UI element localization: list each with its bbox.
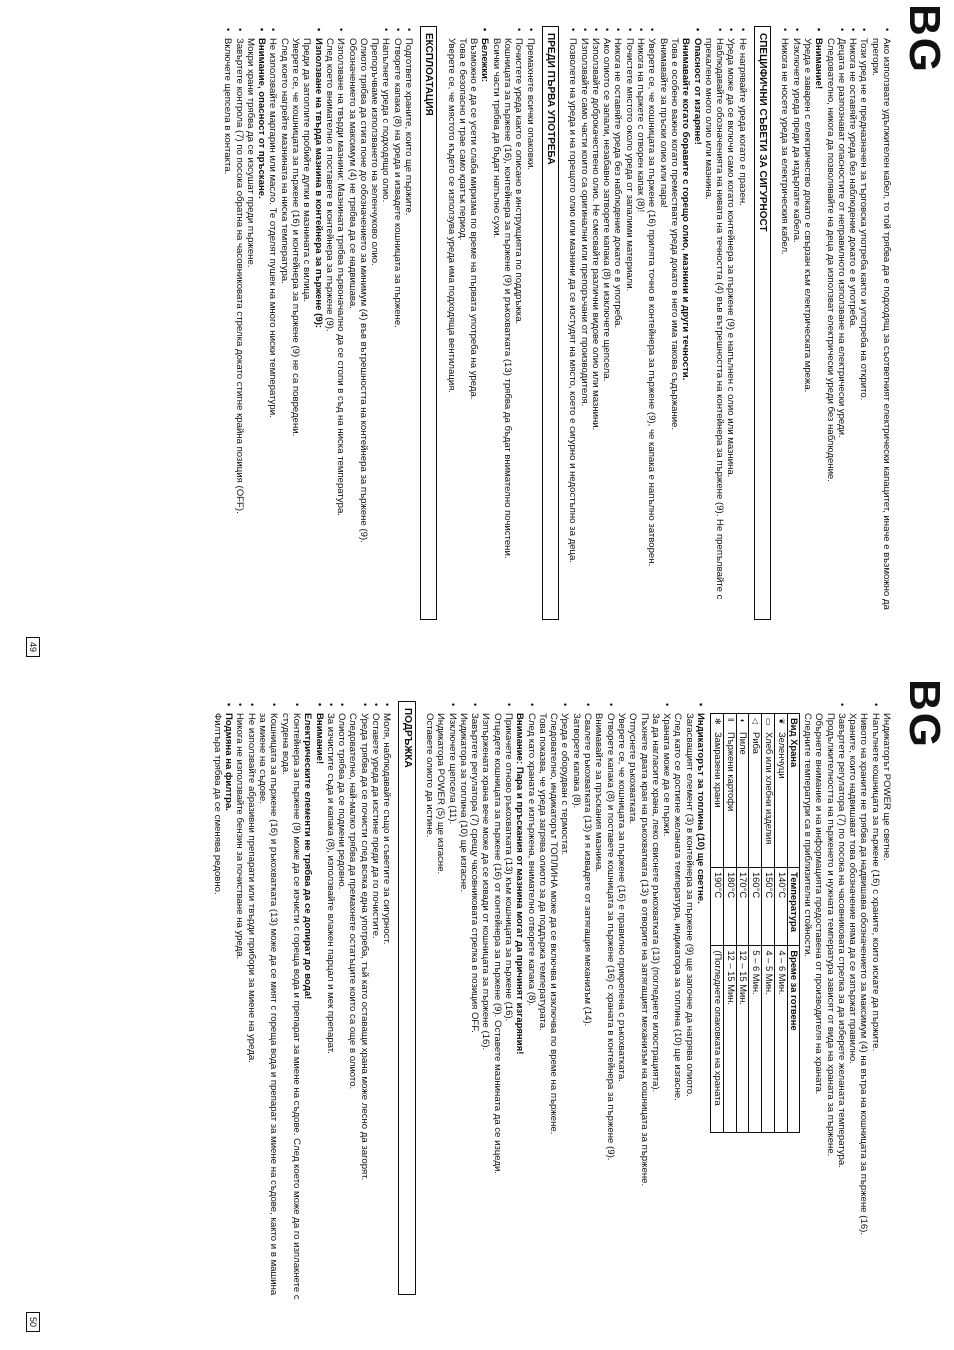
- list-item: • Никога не оставяйте уреда без наблюдение докато е в употреба.: [847, 26, 858, 626]
- list-item: Уверете се, че кошницата за пържене (16) е правилно прикрепена с ръкохватката.: [615, 713, 627, 1082]
- list-item: • Позволете на уреда и на горещото олио или мазнини да се изстудят на място, което е сигурно и недостъпно за деца.: [567, 26, 578, 626]
- table-row: [736, 714, 749, 1133]
- page-50-content: [212, 701, 892, 1301]
- time-cell: 4 – 5 Мин.: [762, 946, 775, 1133]
- list-item: • За изчистите съда и капака (8), използвайте влажен парцал и мек препарат.: [325, 701, 336, 1301]
- intro-list: [779, 26, 892, 626]
- list-item: • Уреда трябва да се почисти след всяка една употреба, тъй като оставащи храна може лесно да загорят.: [358, 701, 369, 1301]
- food-cell: [762, 714, 775, 868]
- list-item: Следователно, най-малко трябва да премахнете остатъците които са още в олиото.: [347, 713, 359, 1090]
- table-row: [711, 714, 724, 1133]
- list-item: • Не използвайте маргарин или масло. Те отделят пушек на много ниски температури.: [267, 26, 278, 626]
- food-cell: [711, 714, 724, 868]
- list-item: • Никога не оставяйте уреда без наблюдение докато е в употреба.: [612, 26, 623, 626]
- warning-label: • Внимание, опасност от пръскане.: [256, 26, 267, 626]
- list-item: • Не използвайте абразивни препарати или твърди прибори за миене на уреда.: [245, 701, 256, 1301]
- list-item: • Уреда е оборудван с термостат.: [559, 701, 570, 1301]
- time-cell: 5 – 6 Мин.: [749, 946, 762, 1133]
- list-item: Следователно, никога да позволявайте на деца да използват електрически уреди без наблюдение.: [824, 38, 836, 482]
- list-item: • Премахнете всички опаковки.: [524, 26, 535, 626]
- food-name: Хлеб или хлебни изделия: [764, 732, 776, 845]
- list-item: Електрическите елементи не трябва да се допират до вода!: [302, 713, 314, 1000]
- list-item: Внимавайте когато боравите с горещо олио, мазнини и други течности.: [680, 38, 692, 381]
- bread-icon: ▭: [764, 718, 774, 726]
- table-header: Вид Храна: [787, 714, 799, 868]
- list-item: • Свалете ръкохватката (13) и я извадете от затягащия механизъм (14).: [582, 701, 593, 1301]
- list-item: Това показва, че уреда загрява олиото за да поддържа температурата.: [536, 713, 548, 1031]
- food-cell: [749, 714, 762, 868]
- list-item: • Почистете мястото около уреда от запалими материали.: [623, 26, 634, 626]
- list-item: Храните, които надвишават това обозначение няма да се изпържат правилно.: [847, 713, 859, 1064]
- temp-cell: 170°C: [736, 867, 749, 945]
- food-name: Риба: [751, 732, 763, 754]
- list-item: • Моля, наблюдавайте също и съветите за сигурност.: [381, 701, 392, 1301]
- list-item: • Използване на твърда мазнина в контейнера за пържене (9):: [312, 26, 323, 626]
- language-marker: BG: [900, 4, 949, 74]
- list-item: Обърнете внимание и на информацията предоставена от производителя на храната.: [813, 713, 825, 1095]
- frozen-icon: ✻: [712, 718, 722, 725]
- list-item: Индикатора за топлина (10) ще изгасне.: [457, 713, 469, 893]
- list-item: След като се достигне желаната температура, индикатора за топлина (10) ще изгасне.: [672, 713, 684, 1101]
- notes-label: • Бележки:: [479, 26, 490, 626]
- list-item: • Напълнете уреда с подходящо олио.: [380, 26, 391, 626]
- table-row: [762, 714, 775, 1133]
- first-use-list: [445, 26, 535, 626]
- list-item: Отпуснете ръкохватката.: [627, 713, 639, 825]
- list-item: Олиото трябва да стига поне до обозначението за минимум (4) във вътрешността на контейнера за пържене (9).: [357, 38, 369, 543]
- list-item: Загасващият елемент (3) в контейнера за пържене (9) ще започне да нагрява олиото.: [683, 713, 695, 1097]
- list-item: • Отворете капака (8) и поставете кошницата за пържене (16) с храната в контейнера за пържене (9).: [604, 701, 615, 1301]
- list-item: Следните температури са в приблизителни стойности.: [801, 713, 813, 958]
- fries-icon: ‖: [725, 718, 735, 722]
- list-item: • Ако олиото се запали, незабавно затворете капака (8) и изключете щепсела.: [601, 26, 612, 626]
- list-item: Индикатора POWER (5) ще изгасне.: [435, 713, 447, 875]
- food-cell: [775, 714, 788, 868]
- food-cell: [723, 714, 736, 868]
- list-item: • Подмяна на филтра.: [223, 701, 234, 1301]
- food-cell: [736, 714, 749, 868]
- list-item: Всички части трябва да бъдат напълно сухи.: [490, 38, 502, 239]
- list-item: Затворете капака (8).: [570, 713, 582, 809]
- list-item: Следователно, индикаторът ТОПЛИНА може да се включва и изключва по време на пържене.: [548, 713, 560, 1135]
- food-name: Зеленчуци: [776, 732, 788, 779]
- time-cell: (Погледнете опаковката на храната: [711, 946, 724, 1133]
- list-item: • Никога не носете уреда за електрическия кабел.: [779, 26, 790, 626]
- list-item: Възможно е да се усети слаба миризма по време на първата употреба на уреда.: [468, 38, 480, 400]
- section-title-maintenance: ПОДРЪЖКА: [398, 701, 415, 1295]
- warning-label: • Внимание!: [313, 701, 324, 1301]
- table-row: [749, 714, 762, 1133]
- warning-label: • Внимание!: [813, 26, 824, 626]
- page-50-column: [212, 701, 892, 1301]
- list-item: Внимавайте за пръски олио или пара!: [657, 38, 669, 208]
- list-item: • Ако използвате удължителен кабел, то той трябва да е подходящ за съответният електрически капацитет, иначе е възможно да прегори.: [869, 26, 892, 626]
- chicken-icon: ◖: [738, 718, 748, 723]
- list-item: • Кошницата за пържене (16) и ръкохватката (13) може да се мият с гореща вода и препарат за миене на съдове, както и в машина за миене на съдове.: [257, 701, 280, 1301]
- list-item: Уверете се, че мястото където се използува уреда има подходяща вентилация.: [445, 38, 457, 394]
- temp-cell: 140°C: [775, 867, 788, 945]
- warning-label: • Опасност от изгаряне!: [691, 26, 702, 626]
- top-list: [802, 701, 892, 1301]
- table-row: [775, 714, 788, 1133]
- list-item: • Прикачете отново ръкохватката (13) към кошницата за пържене (16).: [503, 701, 514, 1301]
- list-item: Отцедете кошницата за пържене (16) от контейнера за пържене (9). Оставете мазнината да се изцеди.: [491, 713, 503, 1175]
- section-title-safety: СПЕЦИФИЧНИ СЪВЕТИ ЗА СИГУРНОСТ: [754, 26, 771, 620]
- list-item: • Наблюдавайте обозначенията на нивата на течността (4) във вътрешността на контейнера за пържене (9). Не препълвайте с прекалено много олио или мазнина.: [703, 26, 726, 626]
- language-marker: BG: [900, 679, 949, 749]
- list-item: • Индикаторът за топлина (10) ще светне.: [695, 701, 706, 1301]
- table-header: Време за готвене: [787, 946, 799, 1133]
- food-name: Замразени храни: [712, 732, 724, 808]
- vegetables-icon: ❦: [776, 718, 786, 725]
- maintenance-list: [212, 701, 393, 1301]
- page-49-column: [222, 26, 892, 626]
- fish-icon: ◁: [751, 718, 761, 725]
- list-item: • Напълнете кошницата за пържене (16) с храните, които искате да пържите.: [869, 701, 880, 1301]
- temp-cell: 190°C: [711, 867, 724, 945]
- list-item: Уверете се, че кошницата за пържене (16) и контейнера за пържене (9) не са повредени.: [290, 38, 302, 437]
- middle-list: [424, 701, 706, 1301]
- list-item: • Изключете щепсела (11).: [446, 701, 457, 1301]
- warning-label: Внимание: Пара и пръскания от мазнина могат да причинят изгаряния!: [514, 713, 526, 1055]
- table-header-row: [787, 714, 799, 1133]
- list-item: След което внимателно я поставете в контейнера за пържене (9).: [323, 38, 335, 332]
- food-name: Пиле: [738, 732, 750, 755]
- list-item: • Използване на твърди мазнини: Мазнината трябва първоначално да се стопи в съд на ниска температура.: [335, 26, 346, 626]
- temp-cell: 180°C: [723, 867, 736, 945]
- list-item: • Никога не използвайте бензин за почистване на уреда.: [234, 701, 245, 1301]
- page-number: 50: [26, 1312, 40, 1332]
- list-item: • Уреда може да се включи само когато контейнера за пържене (9) е напълнен с олио или мазнина.: [725, 26, 736, 626]
- section-title-first-use: ПРЕДИ ПЪРВА УПОТРЕБА: [542, 26, 559, 620]
- time-cell: 12 – 15 Мин.: [736, 946, 749, 1133]
- page-50-rotated: [0, 675, 954, 1350]
- list-item: Внимавайте за пръскания мазнина.: [593, 713, 605, 873]
- list-item: • Този уред не е предназначен за търговска употреба както и употреба на открито.: [858, 26, 869, 626]
- list-item: • Олиото трябва да се подмени редовно.: [336, 701, 347, 1301]
- list-item: • Завъртете регулатора (7) срещу часовниковата стрелка в позиция OFF.: [469, 701, 480, 1301]
- list-item: Оставете олиото да истине.: [423, 713, 435, 838]
- list-item: • Завъртете регулатора (7) по посока на часовниковата стрелка за да изберете желаната температура.: [836, 701, 847, 1301]
- list-item: Препоръчваме използването на зеленчуково олио.: [369, 38, 381, 266]
- list-item: • Контейнера за пържене (9) може да се изчисти с гореща вода и препарат за миене на съдове. След което може да го изплакнете с студена вода.: [279, 701, 302, 1301]
- page-number: 49: [26, 637, 40, 657]
- list-item: За да нагласите храна, леко свиснете ръкохватката (13) (погледнете илюстрацията).: [649, 713, 661, 1093]
- list-item: • Подгответе храните, които ще пържите.: [403, 26, 414, 626]
- page-49-content: [222, 26, 892, 626]
- list-item: • Оставете уреда да изстине преди да го почистите.: [370, 701, 381, 1301]
- list-item: Пъхнете двата края на ръкохватката (13) в отворите на затягащият механизъм на кошницата за пържене.: [638, 713, 650, 1187]
- safety-list: [567, 26, 748, 626]
- list-item: Индикаторът POWER ще светне.: [881, 713, 892, 861]
- time-cell: 4 – 6 Мин.: [775, 946, 788, 1133]
- list-item: Продължителността на пърженето и нужната температура зависят от вида на храната за пържене.: [824, 713, 836, 1157]
- list-item: • Отворете капака (8) на уреда и извадете кошницата за пържене.: [391, 26, 402, 626]
- list-item: След което нагрейте мазнината на ниска температура.: [278, 38, 290, 284]
- list-item: Мокри храни трябва да се изсушат преди пържене.: [244, 38, 256, 268]
- list-item: • Децата не разпознават опасностите от неправилното използване на електрически уреди.: [836, 26, 847, 626]
- list-item: • Изключете уреда преди да издърпате кабела.: [790, 26, 801, 626]
- table-header: Температура: [787, 867, 799, 945]
- list-item: Филтъра трябва да се сменява редовно.: [211, 713, 223, 895]
- time-cell: 12 – 15 Мин.: [723, 946, 736, 1133]
- list-item: Обозначението за максимум (4) не трябва да се надвишава.: [346, 38, 358, 309]
- list-item: • Уверете се, че кошницата за пържене (16) прилята точно в контейнера за пържене (9), че капака е напълно затворен.: [646, 26, 657, 626]
- list-item: • Храната може да се пържи.: [661, 701, 672, 1301]
- list-item: Изпържената храна вече може да се извади от кошницата за пържене (16).: [480, 713, 492, 1051]
- list-item: • Използвайте само части които са оригинални или препоръчани от производителя.: [578, 26, 589, 626]
- list-item: Кошницата за пържене (16), контейнера за пържене (9) и ръкохватката (13) трябва да бъдат внимателно почистени.: [502, 38, 514, 559]
- section-title-operation: ЕКСПЛОАТАЦИЯ: [420, 26, 437, 620]
- list-item: • Използвайте доброкачествено олио. Не смесвайте различни видове олио или мазнини.: [590, 26, 601, 626]
- food-name: Пържени картофи: [725, 732, 737, 812]
- list-item: Уреда е заварен с електричество докато е свързан към електрическата мрежа.: [801, 38, 813, 393]
- cooking-table: [710, 713, 800, 1133]
- list-item: • Завъртете контрола (7) по посока обратна на часовниковата стрелка докато стигне крайна позиция (OFF).: [233, 26, 244, 626]
- temp-cell: 160°C: [749, 867, 762, 945]
- temp-cell: 150°C: [762, 867, 775, 945]
- list-item: • Почистете уреда както е описано в инструкцията по поддръжка.: [513, 26, 524, 626]
- page-50: [0, 675, 954, 1350]
- table-row: [723, 714, 736, 1133]
- list-item: • Не нагрявайте уреда когато е празен.: [736, 26, 747, 626]
- list-item: • Никога на пържете с отворен капак (8)!: [635, 26, 646, 626]
- list-item: Нивото на храните не трябва да надвишава обозначението за максимум (4) на вътрa на кошницата за пържене (16).: [858, 713, 870, 1236]
- list-item: • Включете щепсела в контакта.: [222, 26, 233, 626]
- list-item: Това е особено важно когато премествате уреда докато в него има такова съдържание.: [668, 38, 680, 431]
- list-item: Преди да затоплите пробийте дупки в мазнината с вилица.: [301, 38, 313, 303]
- list-item: Това е безопасно и трае само кратък период.: [456, 38, 468, 241]
- list-item: • След като храната е изпържена, внимателно отворете капака (8).: [525, 701, 536, 1301]
- operation-list: [222, 26, 414, 626]
